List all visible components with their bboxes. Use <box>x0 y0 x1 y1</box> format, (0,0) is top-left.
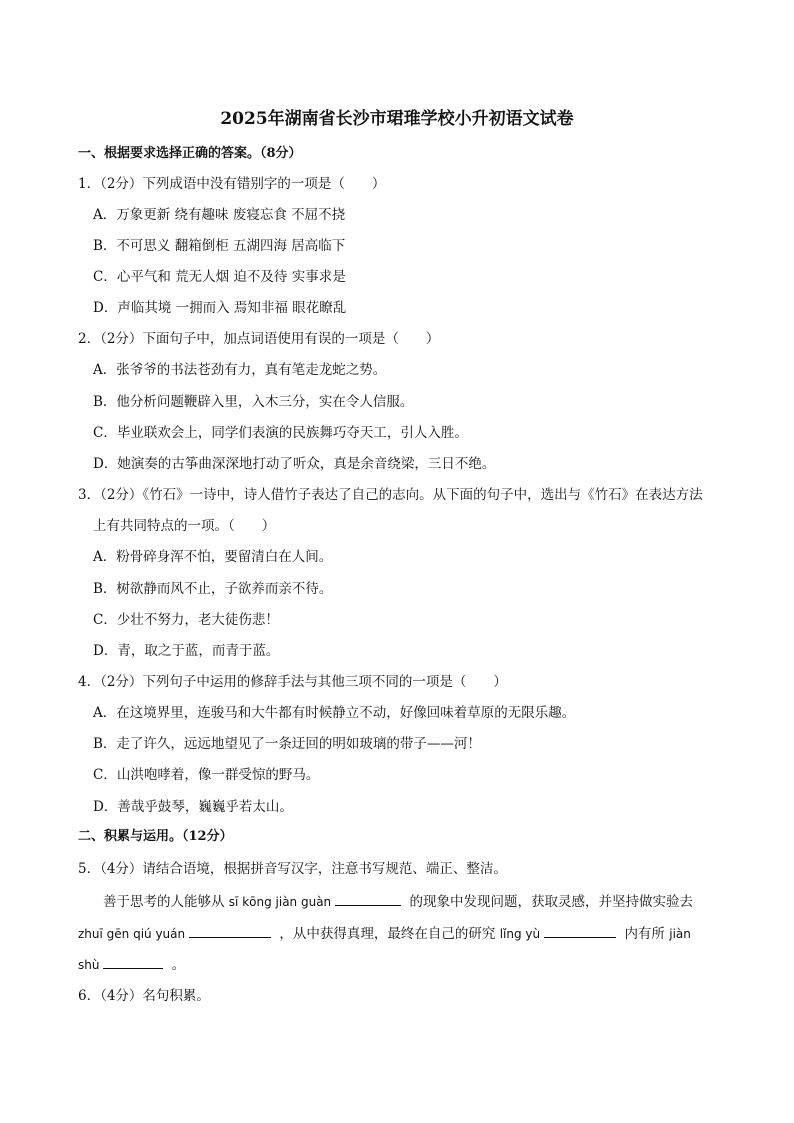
question-3-stem: 3．（2分）《竹石》一诗中，诗人借竹子表达了自己的志向。从下面的句子中，选出与《竹石》在表达方法 <box>78 487 703 503</box>
pinyin-2: zhuī gēn qiú yuán <box>78 927 186 941</box>
question-2-option-c: C．毕业联欢会上，同学们表演的民族舞巧夺天工，引人入胜。 <box>93 425 468 441</box>
pinyin-4-part-1: jiàn <box>669 927 691 941</box>
section-1-heading: 一、根据要求选择正确的答案。（8分） <box>78 146 302 161</box>
answer-blank-2[interactable] <box>189 924 271 938</box>
paragraph-text: 。 <box>171 957 186 973</box>
answer-blank-1[interactable] <box>335 892 401 906</box>
question-2-option-b: B．他分析问题鞭辟入里，入木三分，实在令人信服。 <box>93 394 414 410</box>
question-4-option-d: D．善哉乎鼓琴，巍巍乎若太山。 <box>93 799 293 815</box>
question-1-option-c: C．心平气和 荒无人烟 迫不及待 实事求是 <box>93 269 346 285</box>
pinyin-1: sī kōng jiàn guàn <box>228 895 332 909</box>
section-2-heading: 二、积累与运用。（12分） <box>78 829 233 844</box>
paragraph-text: 的现象中发现问题，获取灵感，并坚持做实验去 <box>409 894 693 910</box>
question-3-option-d: D．青，取之于蓝，而青于蓝。 <box>93 643 280 659</box>
question-3-option-b: B．树欲静而风不止，子欲养而亲不待。 <box>93 581 333 597</box>
question-5-paragraph-line-1 <box>103 892 693 911</box>
question-1-option-a: A．万象更新 绕有趣味 废寝忘食 不屈不挠 <box>93 207 346 223</box>
question-4-option-b: B．走了许久，远远地望见了一条迂回的明如玻璃的带子——河！ <box>93 736 481 752</box>
question-4-option-c: C．山洪咆哮着，像一群受惊的野马。 <box>93 767 320 783</box>
answer-blank-3[interactable] <box>544 924 616 938</box>
question-3-option-c: C．少壮不努力，老大徒伤悲！ <box>93 612 279 628</box>
pinyin-4-part-2: shù <box>78 958 100 972</box>
question-1-option-d: D．声临其境 一拥而入 焉知非福 眼花瞭乱 <box>93 300 347 316</box>
question-2-option-d: D．她演奏的古筝曲深深地打动了听众，真是余音绕梁，三日不绝。 <box>93 456 496 472</box>
question-6-stem: 6．（4分）名句积累。 <box>78 988 210 1004</box>
question-4-option-a: A．在这境界里，连骏马和大牛都有时候静立不动，好像回味着草原的无限乐趣。 <box>93 705 576 721</box>
paragraph-text: 内有所 <box>624 926 665 942</box>
question-1-option-b: B．不可思义 翻箱倒柜 五湖四海 居高临下 <box>93 238 346 254</box>
paragraph-text: ，从中获得真理，最终在自己的研究 <box>279 926 496 942</box>
question-4-stem: 4．（2分）下列句子中运用的修辞手法与其他三项不同的一项是（ ） <box>78 674 507 690</box>
paragraph-text: 善于思考的人能够从 <box>103 894 225 910</box>
question-1-stem: 1．（2分）下列成语中没有错别字的一项是（ ） <box>78 176 386 192</box>
question-2-stem: 2．（2分）下面句子中，加点词语使用有误的一项是（ ） <box>78 331 440 347</box>
question-5-stem: 5．（4分）请结合语境，根据拼音写汉字，注意书写规范、端正、整洁。 <box>78 861 507 877</box>
question-2-option-a: A．张爷爷的书法苍劲有力，真有笔走龙蛇之势。 <box>93 362 387 378</box>
question-5-paragraph-line-2 <box>78 924 691 943</box>
question-3-option-a: A．粉骨碎身浑不怕，要留清白在人间。 <box>93 549 333 565</box>
pinyin-3: lǐng yù <box>499 927 541 941</box>
exam-title: 2025年湖南省长沙市珺琟学校小升初语文试卷 <box>220 109 574 129</box>
question-5-paragraph-line-3 <box>78 955 185 974</box>
question-3-stem-continued: 上有共同特点的一项。（ ） <box>93 518 276 534</box>
answer-blank-4[interactable] <box>103 955 163 969</box>
